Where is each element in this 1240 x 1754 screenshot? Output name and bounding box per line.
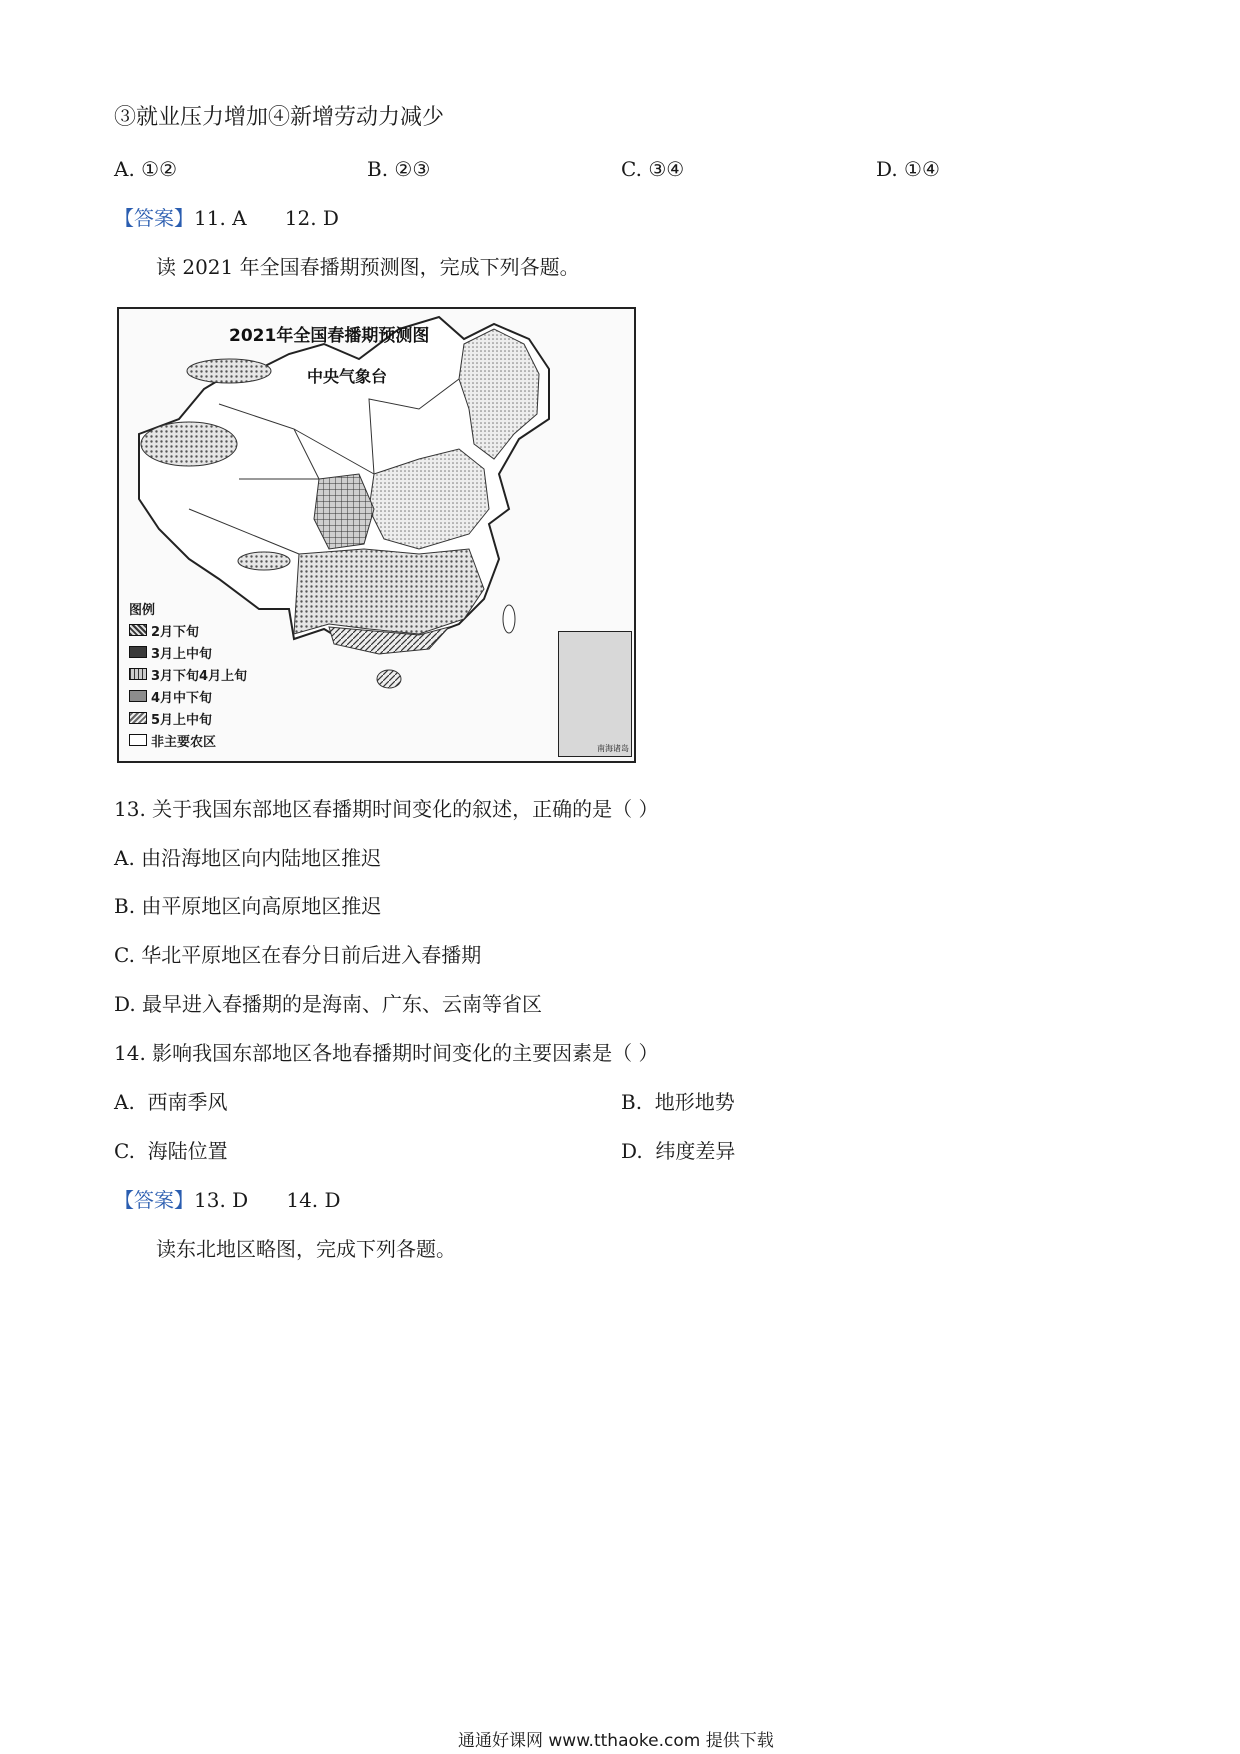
legend-item: 3月下旬4月上旬 (129, 663, 247, 685)
legend-item: 5月上中旬 (129, 707, 247, 729)
hainan-island (377, 670, 401, 688)
q13-stem: 13. 关于我国东部地区春播期时间变化的叙述，正确的是（ ） (114, 797, 659, 821)
legend-swatch (129, 712, 147, 724)
q12-option-d: D. ①④ (876, 157, 940, 181)
legend-item: 非主要农区 (129, 729, 247, 751)
inset-label: 南海诸岛 (597, 744, 629, 753)
q14-option-a: A. 西南季风 (114, 1090, 228, 1114)
region-xinjiang-north (187, 359, 271, 383)
legend-swatch (129, 690, 147, 702)
q14-option-d: D. 纬度差异 (621, 1139, 736, 1163)
south-china-sea-inset (558, 631, 632, 757)
answer-text: 11. A 12. D (194, 206, 339, 230)
q12-option-a: A. ①② (114, 157, 178, 181)
q14-stem: 14. 影响我国东部地区各地春播期时间变化的主要因素是（ ） (114, 1041, 659, 1065)
intro-map-question: 读 2021 年全国春播期预测图，完成下列各题。 (156, 255, 580, 279)
region-south (294, 549, 484, 634)
map-subtitle: 中央气象台 (307, 367, 388, 386)
legend-swatch (129, 734, 147, 746)
region-tibet-valley (238, 552, 290, 570)
legend-swatch (129, 668, 147, 680)
q13-option-d: D. 最早进入春播期的是海南、广东、云南等省区 (114, 992, 543, 1016)
taiwan-island (503, 605, 515, 633)
answer-label: 【答案】 (114, 1188, 194, 1212)
q12-statement-line: ③就业压力增加④新增劳动力减少 (114, 105, 445, 130)
answer-13-14 (114, 1187, 341, 1213)
answer-label: 【答案】 (114, 206, 194, 230)
q13-option-b: B. 由平原地区向高原地区推迟 (114, 894, 382, 918)
legend-item: 3月上中旬 (129, 641, 247, 663)
legend-swatch (129, 624, 147, 636)
map-legend (129, 597, 247, 751)
page-footer: 通通好课网 www.tthaoke.com 提供下载 (458, 1731, 774, 1751)
spring-sowing-map (117, 307, 636, 763)
q12-option-b: B. ②③ (367, 157, 431, 181)
q14-option-c: C. 海陆位置 (114, 1139, 228, 1163)
map-title: 2021年全国春播期预测图 (229, 326, 430, 346)
q13-option-a: A. 由沿海地区向内陆地区推迟 (114, 846, 382, 870)
answer-11-12 (114, 205, 339, 231)
legend-swatch (129, 646, 147, 658)
q12-option-c: C. ③④ (621, 157, 685, 181)
legend-item: 2月下旬 (129, 619, 247, 641)
intro-northeast-question: 读东北地区略图，完成下列各题。 (156, 1237, 456, 1261)
q13-option-c: C. 华北平原地区在春分日前后进入春播期 (114, 943, 482, 967)
region-tarim (141, 422, 237, 466)
q14-option-b: B. 地形地势 (621, 1090, 735, 1114)
answer-text: 13. D 14. D (194, 1188, 341, 1212)
legend-item: 4月中下旬 (129, 685, 247, 707)
legend-title: 图例 (129, 602, 156, 618)
